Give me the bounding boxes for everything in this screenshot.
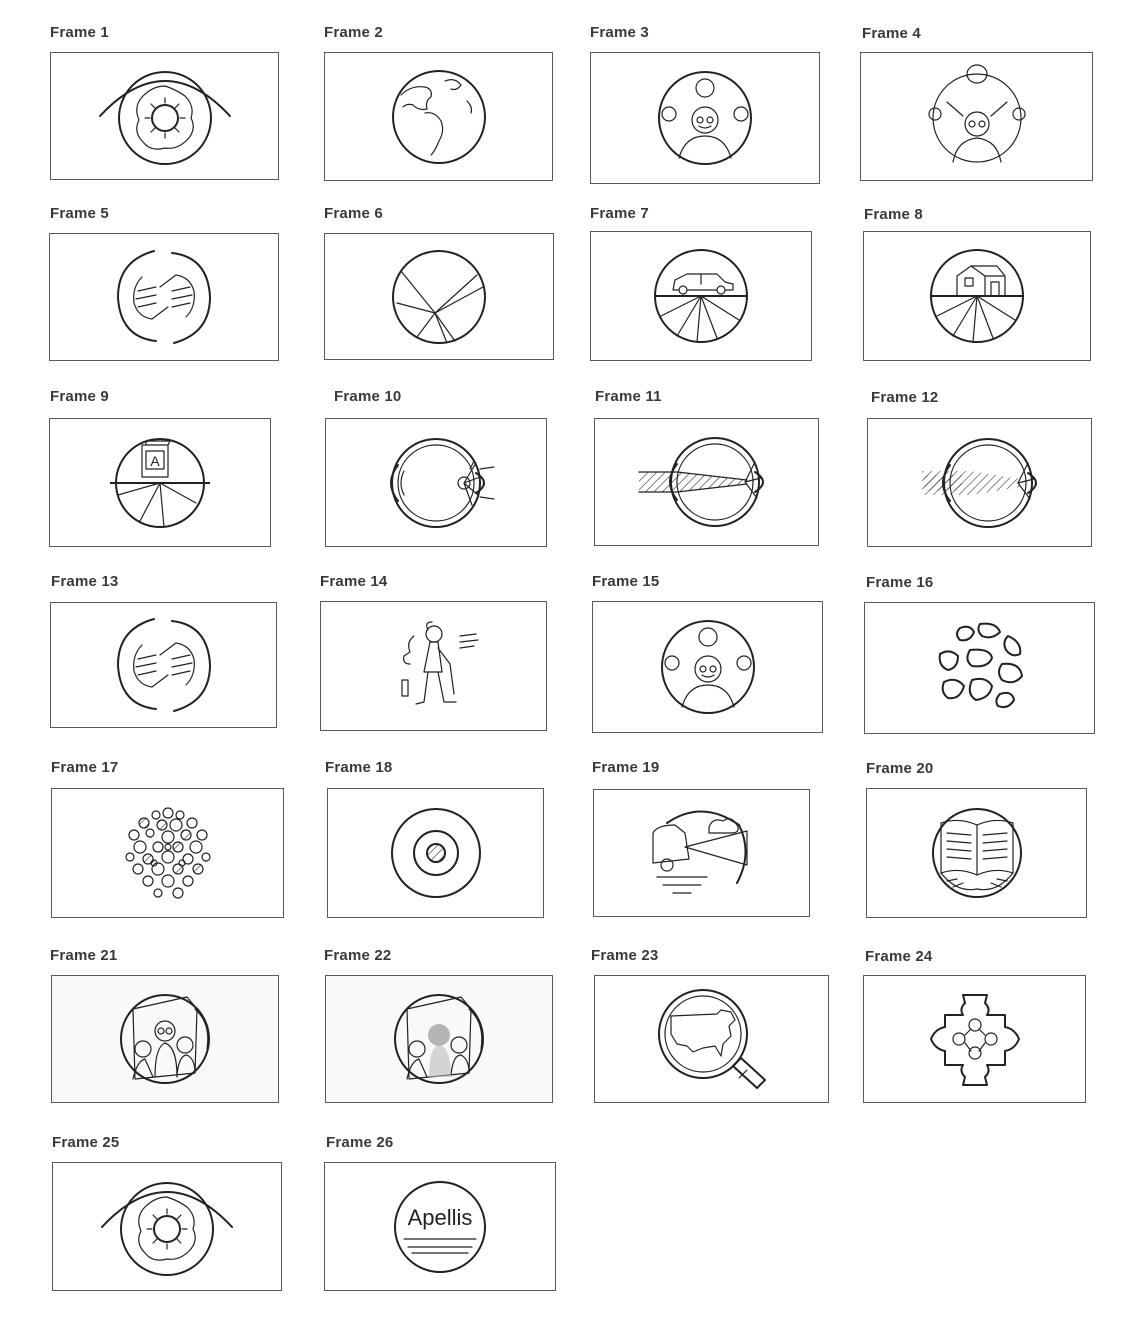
hands-circle-icon (112, 247, 216, 347)
eye-blurred-beam-icon (910, 433, 1050, 533)
frame-label: Frame 8 (864, 206, 923, 223)
apellis-logo-icon (390, 1177, 490, 1277)
frame-box (50, 52, 279, 180)
bubble (133, 864, 143, 874)
frame-label: Frame 15 (592, 573, 660, 590)
eye-sun-icon (97, 1177, 237, 1277)
frame-label: Frame 7 (590, 205, 649, 222)
frame-label: Frame 17 (51, 759, 119, 776)
frame-label: Frame 16 (866, 574, 934, 591)
house-road-circle-icon (927, 246, 1027, 346)
bubble (181, 830, 191, 840)
bubble (129, 830, 139, 840)
bubble (139, 818, 149, 828)
frame-label: Frame 23 (591, 947, 659, 964)
globe-icon (389, 67, 489, 167)
frame-label: Frame 14 (320, 573, 388, 590)
bubble (154, 889, 162, 897)
frame-box (863, 975, 1086, 1103)
frame-box (50, 602, 277, 728)
frame-label: Frame 13 (51, 573, 119, 590)
frame-box (594, 418, 819, 546)
walking-woman-icon (384, 616, 484, 716)
frame-box (327, 788, 544, 918)
frame-box (867, 418, 1092, 547)
bubble (143, 876, 153, 886)
car-road-circle-icon (651, 246, 751, 346)
frame-box (864, 602, 1095, 734)
open-book-hands-icon (927, 803, 1027, 903)
frame-box (52, 1162, 282, 1291)
frame-box (51, 975, 279, 1103)
svg-text:A: A (150, 452, 160, 469)
frame-label: Frame 2 (324, 24, 383, 41)
bubble (165, 844, 171, 850)
bubble (152, 811, 160, 819)
frame-label: Frame 20 (866, 760, 934, 777)
frame-label: Frame 10 (334, 388, 402, 405)
group-photo-circle-icon (115, 989, 215, 1089)
frame-label: Frame 3 (590, 24, 649, 41)
bubble (197, 830, 207, 840)
frame-label: Frame 12 (871, 389, 939, 406)
target-circle-icon (386, 803, 486, 903)
frame-label: Frame 6 (324, 205, 383, 222)
bubble (134, 841, 146, 853)
bubble (157, 820, 167, 830)
frame-box (324, 1162, 556, 1291)
frame-label: Frame 4 (862, 25, 921, 42)
frame-box (49, 233, 279, 361)
frame-label: Frame 25 (52, 1134, 120, 1151)
blurred-group-photo-icon (389, 989, 489, 1089)
frame-label: Frame 9 (50, 388, 109, 405)
frame-label: Frame 19 (592, 759, 660, 776)
frame-box (866, 788, 1087, 918)
frame-box (863, 231, 1091, 361)
family-circle-icon (655, 68, 755, 168)
puzzle-people-icon (925, 989, 1025, 1089)
frame-box (49, 418, 271, 547)
frame-box (324, 52, 553, 181)
frame-label: Frame 26 (326, 1134, 394, 1151)
frame-label: Frame 21 (50, 947, 118, 964)
bubble (162, 851, 174, 863)
frame-box (51, 788, 284, 918)
magnifier-usa-map-icon (647, 984, 777, 1094)
book-road-circle-icon (110, 433, 210, 533)
bubble (173, 888, 183, 898)
frame-box (325, 418, 547, 547)
bubble (179, 860, 185, 866)
frame-box (592, 601, 823, 733)
frame-box (590, 52, 820, 184)
bubble (173, 842, 183, 852)
frame-box (590, 231, 812, 361)
frame-label: Frame 18 (325, 759, 393, 776)
bubble (176, 811, 184, 819)
bubble (153, 842, 163, 852)
family-circle-icon (658, 617, 758, 717)
frame-box (860, 52, 1093, 181)
bubble (202, 853, 210, 861)
eye-cross-section-icon (376, 433, 496, 533)
eye-light-beam-icon (637, 432, 777, 532)
cell-clusters-icon (930, 618, 1030, 718)
bubble (170, 819, 182, 831)
bubble (151, 860, 157, 866)
bubble (187, 818, 197, 828)
frame-box (320, 601, 547, 731)
car-headlights-icon (647, 803, 757, 903)
bubble (163, 808, 173, 818)
eye-sun-icon (95, 66, 235, 166)
bubble (183, 876, 193, 886)
radial-lines-circle-icon (389, 247, 489, 347)
faint-family-circle-icon (927, 62, 1027, 172)
bubble (126, 853, 134, 861)
frame-label: Frame 11 (595, 388, 662, 405)
hands-circle-icon (112, 615, 216, 715)
apellis-logo-text: Apellis (407, 1204, 473, 1230)
bubble (162, 875, 174, 887)
bubble (146, 829, 154, 837)
bubble-cluster-icon (118, 803, 218, 903)
frame-label: Frame 1 (50, 24, 109, 41)
frame-box (594, 975, 829, 1103)
bubble (190, 841, 202, 853)
frame-label: Frame 22 (324, 947, 392, 964)
frame-box (325, 975, 553, 1103)
bubble (193, 864, 203, 874)
bubble (162, 831, 174, 843)
frame-label: Frame 5 (50, 205, 109, 222)
frame-box (324, 233, 554, 360)
frame-box (593, 789, 810, 917)
frame-label: Frame 24 (865, 948, 933, 965)
